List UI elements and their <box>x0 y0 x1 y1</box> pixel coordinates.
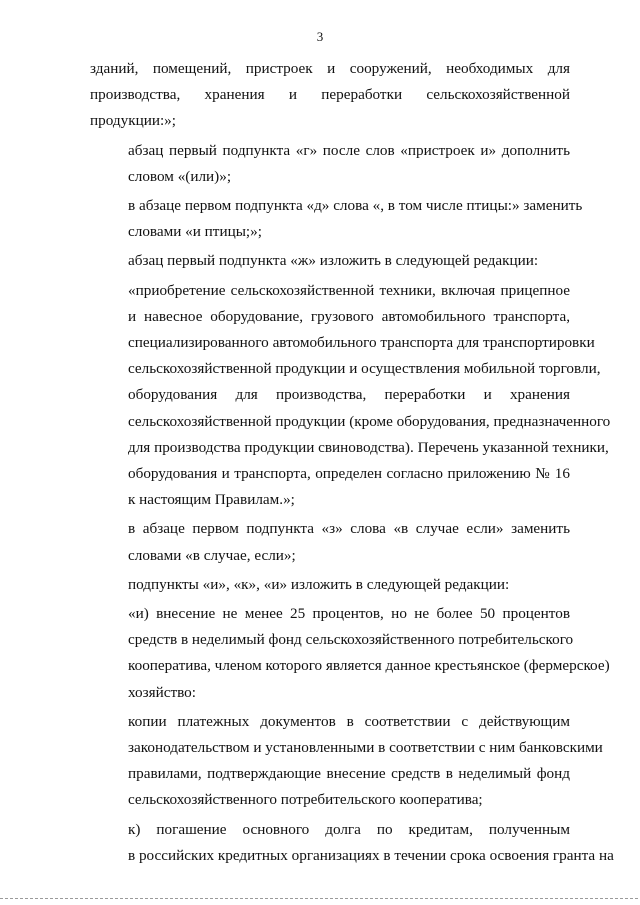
text-line: словами «в случае, если»; <box>128 546 296 564</box>
text-line: копии платежных документов в соответствии с действующим <box>128 712 570 730</box>
paragraph <box>90 572 570 598</box>
text-line: к) погашение основного долга по кредитам, полученным <box>128 820 570 838</box>
text-line: законодательством и установленными в соответствии с ним банковскими <box>128 739 603 757</box>
paragraph <box>90 193 583 245</box>
text-line: абзац первый подпункта «г» после слов «пристроек и» дополнить <box>128 141 570 159</box>
text-line: подпункты «и», «к», «и» изложить в следующей редакции: <box>128 575 510 593</box>
text-line: в абзаце первом подпункта «д» слова «, в том числе птицы:» заменить <box>128 197 583 215</box>
text-line: производства, хранения и переработки сельскохозяйственной <box>90 86 570 104</box>
paragraph <box>90 138 570 190</box>
document-body <box>90 56 614 869</box>
text-line: оборудования для производства, переработки и хранения <box>128 386 570 404</box>
text-line: «и) внесение не менее 25 процентов, но не более 50 процентов <box>128 605 570 623</box>
text-line: к настоящим Правилам.»; <box>128 491 295 509</box>
paragraph <box>90 56 570 135</box>
text-line: словом «(или)»; <box>128 167 232 185</box>
text-line: словами «и птицы;»; <box>128 223 262 241</box>
page-bottom-edge <box>0 898 640 899</box>
paragraph <box>90 278 611 514</box>
text-line: и навесное оборудование, грузового автомобильного транспорта, <box>128 307 570 325</box>
page-number: 3 <box>316 29 324 44</box>
paragraph <box>90 248 570 274</box>
paragraph <box>90 817 614 869</box>
paragraph <box>90 601 610 706</box>
text-line: специализированного автомобильного транспорта для транспортировки <box>128 334 595 352</box>
paragraph <box>90 516 570 568</box>
text-line: сельскохозяйственного потребительского кооператива; <box>128 791 483 809</box>
text-line: зданий, помещений, пристроек и сооружений, необходимых для <box>90 60 570 77</box>
text-line: в абзаце первом подпункта «з» слова «в случае если» заменить <box>128 520 570 538</box>
text-line: абзац первый подпункта «ж» изложить в следующей редакции: <box>128 252 539 270</box>
text-line: для производства продукции свиноводства). Перечень указанной техники, <box>128 438 609 456</box>
paragraph <box>90 709 603 814</box>
text-line: в российских кредитных организациях в течении срока освоения гранта на <box>128 846 614 864</box>
text-line: «приобретение сельскохозяйственной техники, включая прицепное <box>128 281 570 299</box>
text-line: сельскохозяйственной продукции (кроме оборудования, предназначенного <box>128 412 611 430</box>
text-line: средств в неделимый фонд сельскохозяйственного потребительского <box>128 631 574 649</box>
text-line: сельскохозяйственной продукции и осуществления мобильной торговли, <box>128 360 601 378</box>
text-line: хозяйство: <box>128 683 196 701</box>
text-line: продукции:»; <box>90 112 176 130</box>
text-line: оборудования и транспорта, определен согласно приложению № 16 <box>128 465 570 483</box>
text-line: правилами, подтверждающие внесение средств в неделимый фонд <box>128 765 570 783</box>
text-line: кооператива, членом которого является данное крестьянское (фермерское) <box>128 657 610 675</box>
